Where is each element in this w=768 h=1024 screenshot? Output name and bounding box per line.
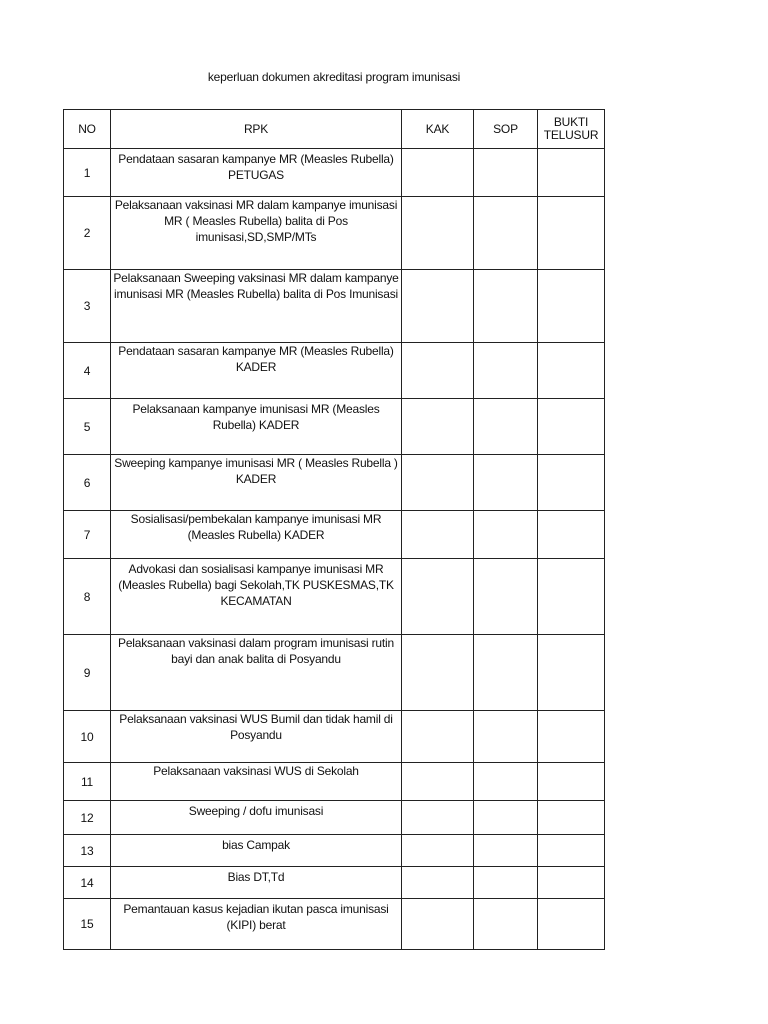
row-sop (474, 899, 538, 950)
header-kak: KAK (402, 110, 474, 149)
table-row (64, 867, 605, 899)
row-rpk: Pelaksanaan vaksinasi MR dalam kampanye imunisasi MR ( Measles Rubella) balita di Pos imunisasi,SD,SMP/MTs (111, 197, 402, 270)
row-kak (402, 801, 474, 835)
row-sop (474, 801, 538, 835)
row-rpk: Advokasi dan sosialisasi kampanye imunisasi MR (Measles Rubella) bagi Sekolah,TK PUSKESMAS,TK KECAMATAN (111, 559, 402, 635)
table-row (64, 763, 605, 801)
row-rpk: Sweeping kampanye imunisasi MR ( Measles Rubella ) KADER (111, 455, 402, 511)
table-row (64, 801, 605, 835)
row-sop (474, 559, 538, 635)
table-row (64, 197, 605, 270)
row-sop (474, 511, 538, 559)
header-no: NO (64, 110, 111, 149)
row-number: 7 (64, 511, 111, 559)
row-number: 2 (64, 197, 111, 270)
row-sop (474, 197, 538, 270)
row-number: 15 (64, 899, 111, 950)
row-rpk: Pendataan sasaran kampanye MR (Measles Rubella) KADER (111, 343, 402, 399)
row-bukti (538, 711, 605, 763)
table-row (64, 635, 605, 711)
row-bukti (538, 835, 605, 867)
row-sop (474, 455, 538, 511)
table-row (64, 343, 605, 399)
row-rpk: Bias DT,Td (111, 867, 402, 899)
row-bukti (538, 511, 605, 559)
row-rpk: Sweeping / dofu imunisasi (111, 801, 402, 835)
table-row (64, 559, 605, 635)
table-row (64, 399, 605, 455)
row-bukti (538, 867, 605, 899)
row-kak (402, 635, 474, 711)
row-kak (402, 559, 474, 635)
row-rpk: Pendataan sasaran kampanye MR (Measles Rubella) PETUGAS (111, 149, 402, 197)
row-kak (402, 711, 474, 763)
row-kak (402, 835, 474, 867)
row-kak (402, 399, 474, 455)
row-bukti (538, 635, 605, 711)
row-sop (474, 635, 538, 711)
row-sop (474, 763, 538, 801)
table-row (64, 270, 605, 343)
table-row (64, 835, 605, 867)
header-sop: SOP (474, 110, 538, 149)
row-rpk: Pemantauan kasus kejadian ikutan pasca imunisasi (KIPI) berat (111, 899, 402, 950)
row-kak (402, 149, 474, 197)
table-row (64, 149, 605, 197)
row-number: 12 (64, 801, 111, 835)
header-bukti-telusur (538, 110, 605, 149)
row-bukti (538, 801, 605, 835)
row-bukti (538, 197, 605, 270)
row-rpk: Pelaksanaan Sweeping vaksinasi MR dalam kampanye imunisasi MR (Measles Rubella) balita di Pos Imunisasi (111, 270, 402, 343)
table-row (64, 711, 605, 763)
row-kak (402, 455, 474, 511)
row-sop (474, 711, 538, 763)
row-bukti (538, 559, 605, 635)
row-sop (474, 149, 538, 197)
row-kak (402, 763, 474, 801)
row-number: 10 (64, 711, 111, 763)
row-rpk: Sosialisasi/pembekalan kampanye imunisasi MR (Measles Rubella) KADER (111, 511, 402, 559)
row-number: 3 (64, 270, 111, 343)
row-sop (474, 399, 538, 455)
row-sop (474, 343, 538, 399)
table-row (64, 511, 605, 559)
row-sop (474, 270, 538, 343)
row-kak (402, 899, 474, 950)
row-bukti (538, 455, 605, 511)
row-sop (474, 867, 538, 899)
row-number: 13 (64, 835, 111, 867)
row-number: 14 (64, 867, 111, 899)
row-rpk: Pelaksanaan vaksinasi WUS Bumil dan tidak hamil di Posyandu (111, 711, 402, 763)
row-number: 11 (64, 763, 111, 801)
accreditation-checklist-table (63, 109, 605, 950)
row-rpk: bias Campak (111, 835, 402, 867)
row-number: 8 (64, 559, 111, 635)
row-bukti (538, 763, 605, 801)
row-number: 4 (64, 343, 111, 399)
row-kak (402, 867, 474, 899)
table-header-row (64, 110, 605, 149)
row-bukti (538, 399, 605, 455)
table-row (64, 899, 605, 950)
row-kak (402, 197, 474, 270)
row-number: 5 (64, 399, 111, 455)
row-number: 6 (64, 455, 111, 511)
row-kak (402, 270, 474, 343)
row-sop (474, 835, 538, 867)
row-bukti (538, 899, 605, 950)
row-rpk: Pelaksanaan kampanye imunisasi MR (Measles Rubella) KADER (111, 399, 402, 455)
header-bukti-line2: TELUSUR (543, 128, 599, 142)
row-number: 9 (64, 635, 111, 711)
header-rpk: RPK (111, 110, 402, 149)
document-title: keperluan dokumen akreditasi program imunisasi (207, 70, 461, 84)
row-number: 1 (64, 149, 111, 197)
header-bukti-line1: BUKTI (553, 115, 589, 129)
row-bukti (538, 149, 605, 197)
row-rpk: Pelaksanaan vaksinasi WUS di Sekolah (111, 763, 402, 801)
row-kak (402, 511, 474, 559)
row-bukti (538, 270, 605, 343)
row-rpk: Pelaksanaan vaksinasi dalam program imunisasi rutin bayi dan anak balita di Posyandu (111, 635, 402, 711)
table-row (64, 455, 605, 511)
row-bukti (538, 343, 605, 399)
row-kak (402, 343, 474, 399)
